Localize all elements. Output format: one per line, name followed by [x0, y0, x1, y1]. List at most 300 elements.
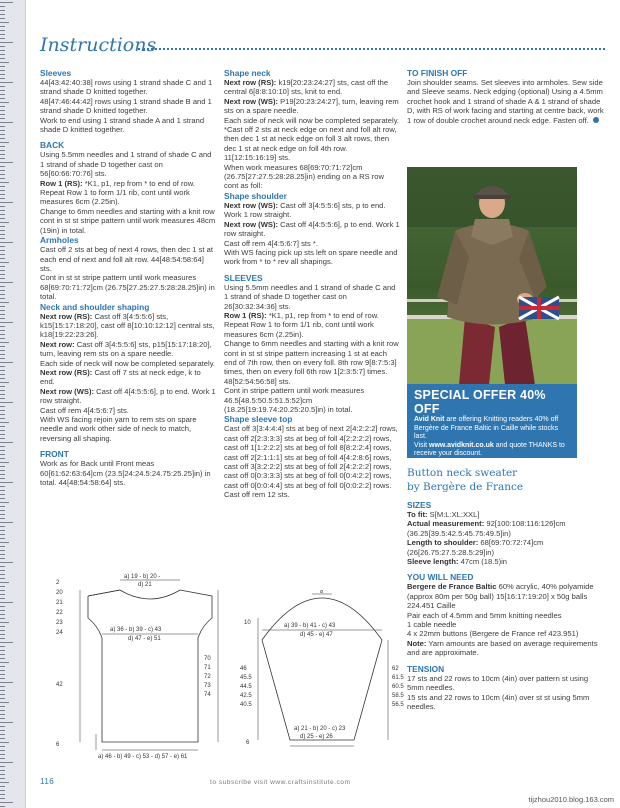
- offer-link[interactable]: www.avidknit.co.uk: [429, 441, 494, 449]
- paragraph: [407, 639, 607, 658]
- row-text: Cast off 3[4:5:5:6] sts, k15[15:17:18:20], cast off 8[10:10:12:12] central sts, k18[19:22:23:26].: [40, 311, 215, 340]
- ruler-tick: [0, 150, 5, 151]
- ruler-tick: [0, 738, 5, 739]
- ruler-tick: [0, 610, 5, 611]
- dim-label: a) 46 - b) 49 - c) 53 - d) 57 - e) 61: [98, 754, 188, 760]
- ruler-tick: [0, 790, 5, 791]
- dim-label: 60.5: [392, 684, 404, 690]
- paragraph: [40, 312, 216, 340]
- ruler-tick: [0, 766, 5, 767]
- dim-label: a) 39 - b) 41 - c) 43: [284, 623, 336, 629]
- sleeves-heading: SLEEVES: [224, 272, 263, 283]
- ruler-tick: [0, 702, 9, 703]
- ruler-tick: [0, 786, 5, 787]
- ruler-tick: [0, 758, 5, 759]
- ruler-tick: [0, 550, 5, 551]
- dim-label: 45.5: [240, 675, 252, 681]
- ruler-tick: [0, 650, 5, 651]
- dim-label: 74: [204, 692, 211, 698]
- row-label: Next row:: [40, 339, 75, 349]
- ruler-tick: [0, 74, 5, 75]
- dim-label: d) 25 - e) 26: [300, 734, 333, 740]
- paragraph: Cont in stripe pattern until work measures 46.5[48.5:50.5:51.5:52]cm (18.25[19:19.74:20.25:20.5]in) in total.: [224, 386, 365, 414]
- ruler-tick: [0, 26, 5, 27]
- row-text: k19[20:23:24:27] sts, cast off the central 6[8:8:10:10] sts, knit to end.: [224, 78, 389, 97]
- ruler-tick: [0, 506, 5, 507]
- row-text: *K1, p1, rep from * to end of row. Repeat Row 1 to form 1/1 rib, cont until work measures 6cm (2.25in).: [224, 310, 379, 339]
- dim-label: d) 45 - e) 47: [300, 632, 333, 638]
- finish-text: Join shoulder seams. Set sleeves into armholes. Sew side and Sleeve seams. Neck edging (optional) Using a 4.5mm crochet hook and 1 strand of shade A & 1 strand of shade D, with RS of work facing and starting at centre back, work 1 row of double crochet around neck edge. Fasten off.: [407, 78, 604, 125]
- offer-title: SPECIAL OFFER 40% OFF: [414, 388, 546, 416]
- ruler-tick: [0, 410, 5, 411]
- ruler-tick: [0, 606, 5, 607]
- ruler-tick: [0, 54, 5, 55]
- offer-brand: Avid Knit: [414, 416, 445, 423]
- paragraph: Repeat Row 1 to form 1/1 rib, cont until work measures 6cm (2.25in).: [40, 188, 190, 207]
- ruler-tick: [0, 474, 5, 475]
- ruler-tick: [0, 78, 5, 79]
- column-2: [224, 68, 400, 500]
- ruler-tick: [0, 734, 5, 735]
- ruler-tick: [0, 286, 5, 287]
- ruler-tick: [0, 298, 5, 299]
- paragraph: Work as for Back until Front meas 60[61:62:63:64]cm (23.5[24:24.5:24.75:25.25]in) in total. 44[48:54:58:64] sts.: [40, 459, 211, 488]
- ruler-tick: [0, 226, 5, 227]
- paragraph: Cast off rem 4[4:5:6:7] sts *.: [224, 238, 318, 248]
- ruler-tick: [0, 10, 5, 11]
- ruler-tick: [0, 58, 5, 59]
- ruler-tick: [0, 558, 5, 559]
- dotted-divider: [138, 48, 605, 50]
- paragraph: [40, 340, 216, 359]
- ruler-tick: [0, 234, 5, 235]
- ruler-tick: [0, 110, 5, 111]
- ruler-tick: [0, 50, 5, 51]
- paragraph: 48[47:46:44:42] rows using 1 strand shade B and 1 strand shade D knitted together.: [40, 96, 212, 116]
- neck-shoulder-heading: Neck and shoulder shaping: [40, 301, 150, 312]
- ruler-tick: [0, 522, 13, 523]
- ruler-tick: [0, 310, 5, 311]
- dim-label: 70: [204, 656, 211, 662]
- ruler-tick: [0, 122, 13, 123]
- ruler-tick: [0, 222, 9, 223]
- ruler-tick: [0, 138, 5, 139]
- paragraph: Each side of neck will now be completed separately.: [224, 115, 400, 125]
- dim-label: 56.5: [392, 702, 404, 708]
- ruler-tick: [0, 462, 9, 463]
- ruler-tick: [0, 198, 5, 199]
- ruler-tick: [0, 622, 9, 623]
- ruler-tick: [0, 754, 5, 755]
- paragraph: With WS facing pick up sts left on spare needle and work from * to * rev all shapings.: [224, 247, 398, 267]
- dim-label: 22: [56, 610, 63, 616]
- paragraph: [407, 557, 607, 566]
- ruler-tick: [0, 646, 5, 647]
- ruler-tick: [0, 642, 13, 643]
- ruler-tick: [0, 442, 13, 443]
- dim-label: 2: [56, 580, 60, 586]
- ruler-tick: [0, 450, 5, 451]
- dim-label: 6: [56, 742, 60, 748]
- dim-label: 24: [56, 630, 63, 636]
- paragraph: 17 sts and 22 rows to 10cm (4in) over pattern st using 5mm needles.: [407, 673, 589, 693]
- ruler-tick: [0, 62, 9, 63]
- ruler-tick: [0, 282, 13, 283]
- ruler-tick: [0, 682, 13, 683]
- model-photo-illustration: [407, 167, 577, 385]
- ruler-tick: [0, 66, 5, 67]
- ruler-tick: [0, 770, 5, 771]
- ruler-tick: [0, 354, 5, 355]
- front-heading: FRONT: [40, 449, 69, 460]
- model-photo: [407, 167, 577, 385]
- ruler-tick: [0, 750, 5, 751]
- ruler-tick: [0, 638, 5, 639]
- paragraph: [224, 220, 400, 239]
- ruler-tick: [0, 378, 5, 379]
- ruler-tick: [0, 742, 9, 743]
- ruler-tick: [0, 546, 5, 547]
- ruler-tick: [0, 14, 5, 15]
- ruler-tick: [0, 542, 9, 543]
- row-label: Next row (WS):: [224, 219, 278, 229]
- row-text: Cast off 4[4:5:5:6], p to end. Work 1 row straight.: [40, 386, 216, 406]
- value: Yarn amounts are based on average requirements and are approximate.: [407, 638, 598, 658]
- paragraph: *Cast off 2 sts at neck edge on next and foll alt row, then dec 1 st at neck edge on foll 3 alt rows, then dec 1 st at neck edge on foll 4th row. 11[12:15:16:19] sts.: [224, 125, 397, 163]
- dim-label: 44.5: [240, 684, 252, 690]
- paragraph: When work measures 68[69:70:71:72]cm (26.75[27:27.5:28:28.25]in) ending on a RS row cont as foll:: [224, 162, 385, 191]
- ruler-tick: [0, 246, 5, 247]
- ruler-tick: [0, 478, 5, 479]
- ruler-tick: [0, 714, 5, 715]
- label: To fit:: [407, 510, 428, 519]
- paragraph: 1 cable needle: [407, 620, 457, 630]
- row-text: P19[20:23:24:27], turn, leaving rem sts on a spare needle.: [224, 96, 399, 116]
- ruler-tick: [0, 502, 9, 503]
- ruler-tick: [0, 614, 5, 615]
- ruler-tick: [0, 662, 9, 663]
- ruler-tick: [0, 254, 5, 255]
- ruler-tick: [0, 358, 5, 359]
- paragraph: Change to 6mm needles and starting with a knit row cont in st st stripe pattern until work measures 48cm (19in) in total.: [40, 206, 216, 235]
- ruler-tick: [0, 670, 5, 671]
- ruler-tick: [0, 466, 5, 467]
- ruler-tick: [0, 390, 5, 391]
- paragraph: [407, 538, 607, 557]
- ruler-tick: [0, 162, 13, 163]
- dim-label: 6: [246, 740, 250, 746]
- column-1: [40, 68, 216, 487]
- ruler-tick: [0, 454, 5, 455]
- ruler-tick: [0, 554, 5, 555]
- ruler-tick: [0, 154, 5, 155]
- ruler-tick: [0, 266, 5, 267]
- ruler-tick: [0, 170, 5, 171]
- offer-text: and quote THANKS to receive your discount.: [414, 441, 565, 457]
- ruler-tick: [0, 42, 13, 43]
- finish-heading: TO FINISH OFF: [407, 68, 468, 78]
- ruler-tick: [0, 594, 5, 595]
- row-text: Cast off 3[4:5:5:6] sts, p to end. Work 1 row straight.: [224, 200, 386, 220]
- ruler-tick: [0, 762, 13, 763]
- label: Sleeve length:: [407, 557, 459, 567]
- dim-label: d) 21: [138, 582, 152, 588]
- ruler-tick: [0, 602, 13, 603]
- paragraph: 4 x 22mm buttons (Bergere de France ref 423.951): [407, 629, 579, 639]
- ruler-tick: [0, 94, 5, 95]
- ruler-tick: [0, 166, 5, 167]
- paragraph: [407, 510, 607, 519]
- ruler-tick: [0, 98, 5, 99]
- ruler-tick: [0, 566, 5, 567]
- ruler-tick: [0, 746, 5, 747]
- paragraph: Cast off 2 sts at beg of next 4 rows, then dec 1 st at each end of next and foll alt row. 44[48:54:58:64] sts.: [40, 245, 213, 273]
- ruler-tick: [0, 302, 9, 303]
- offer-text: are offering Knitting readers 40% off Bergère de France Baltic in Caille while stocks last.: [414, 416, 559, 440]
- ruler-tick: [0, 142, 9, 143]
- dim-label: 21: [56, 600, 63, 606]
- pattern-title: Button neck sweater: [407, 467, 518, 479]
- ruler-tick: [0, 486, 5, 487]
- paragraph: [407, 582, 607, 610]
- you-will-need-heading: YOU WILL NEED: [407, 572, 474, 583]
- ruler-tick: [0, 686, 5, 687]
- ruler-tick: [0, 102, 9, 103]
- body-schematic: [40, 568, 225, 763]
- ruler-tick: [0, 194, 5, 195]
- paragraph: Cast off rem 4[4:5:6:7] sts.: [40, 405, 129, 415]
- ruler-tick: [0, 178, 5, 179]
- ruler-tick: [0, 334, 5, 335]
- ruler-tick: [0, 698, 5, 699]
- ruler-tick: [0, 806, 5, 807]
- ruler-tick: [0, 318, 5, 319]
- ruler-tick: [0, 510, 5, 511]
- ruler-tick: [0, 2, 13, 3]
- paragraph: [407, 78, 607, 125]
- paragraph: [40, 368, 216, 387]
- ruler-tick: [0, 630, 5, 631]
- ruler-tick: [0, 262, 9, 263]
- paragraph: Cast off 3[3:4:4:4] sts at beg of next 2[4:2:2:2] rows, cast off 2[2:3:3:3] sts at beg of foll 4[2:2:2:2] rows, cast off 1[1:2:2:2] sts at beg of foll 8[8:2:2:4] rows, cast off 2[2:1:1:1] sts at beg of foll 4[4:2:8:6] rows, cast off 3[3:2:2:2] sts at beg of foll 2[4:2:2:2] rows, cast off 0[0:3:3:3] sts at beg of foll 0[0:4:2:2] rows, cast off 0[0:0:4:4] sts at beg of foll 0[0:0:2:2] rows. Cast off rem 12 sts.: [224, 424, 398, 500]
- pattern-designer: by Bergère de France: [407, 481, 524, 493]
- page-number: 116: [40, 777, 55, 786]
- subscribe-line[interactable]: to subscribe visit www.craftsinstitute.com: [210, 779, 351, 786]
- paragraph: Using 5.5mm needles and 1 strand of shade C and 1 strand of shade D together cast on 56[60:66:70:76] sts.: [40, 150, 212, 179]
- ruler-tick: [0, 774, 5, 775]
- ruler-tick: [0, 86, 5, 87]
- ruler-tick: [0, 130, 5, 131]
- ruler-tick: [0, 258, 5, 259]
- paragraph: [224, 78, 400, 97]
- ruler-tick: [0, 350, 5, 351]
- value: 47cm (18.5)in: [458, 557, 508, 567]
- ruler-tick: [0, 490, 5, 491]
- sleeves-heading: Sleeves: [40, 68, 72, 78]
- ruler-tick: [0, 370, 5, 371]
- end-bullet-icon: [593, 117, 599, 123]
- value: S[M:L:XL:XXL]: [427, 510, 480, 519]
- ruler-tick: [0, 342, 9, 343]
- offer-line: [414, 442, 570, 459]
- dim-label: a) 19 - b) 20 -: [124, 574, 161, 580]
- ruler-tick: [0, 562, 13, 563]
- ruler-tick: [0, 402, 13, 403]
- dim-label: 10: [244, 620, 251, 626]
- ruler-tick: [0, 518, 5, 519]
- ruler-tick: [0, 46, 5, 47]
- ruler-tick: [0, 782, 9, 783]
- ruler-tick: [0, 654, 5, 655]
- ruler-tick: [0, 82, 13, 83]
- ruler-tick: [0, 722, 13, 723]
- page-title: Instructions: [40, 34, 157, 56]
- ruler-tick: [0, 590, 5, 591]
- ruler-tick: [0, 186, 5, 187]
- dim-label: d) 47 - e) 51: [128, 636, 161, 642]
- ruler-tick: [0, 114, 5, 115]
- ruler-tick: [0, 314, 5, 315]
- special-offer-box: [407, 384, 577, 458]
- ruler-tick: [0, 598, 5, 599]
- ruler-tick: [0, 206, 5, 207]
- ruler-tick: [0, 90, 5, 91]
- column-3-lower: [407, 500, 607, 711]
- ruler-tick: [0, 498, 5, 499]
- ruler-tick: [0, 666, 5, 667]
- ruler-tick: [0, 278, 5, 279]
- shape-sleeve-top-heading: Shape sleeve top: [224, 414, 293, 425]
- ruler-tick: [0, 726, 5, 727]
- ruler-tick: [0, 434, 5, 435]
- ruler-tick: [0, 470, 5, 471]
- ruler-tick: [0, 414, 5, 415]
- ruler-tick: [0, 126, 5, 127]
- ruler-tick: [0, 526, 5, 527]
- paragraph: [40, 179, 216, 188]
- dim-label: 72: [204, 674, 211, 680]
- ruler-tick: [0, 710, 5, 711]
- row-label: Next row (RS):: [224, 78, 277, 87]
- ruler-tick: [0, 374, 5, 375]
- ruler-tick: [0, 418, 5, 419]
- dim-label: 42: [56, 682, 63, 688]
- row-label: Next row (RS):: [40, 367, 93, 377]
- pattern-title-block: [407, 466, 607, 494]
- shape-neck-heading: Shape neck: [224, 68, 271, 78]
- ruler-tick: [0, 406, 5, 407]
- ruler-tick: [0, 706, 5, 707]
- ruler-tick: [0, 22, 9, 23]
- dim-label: 62: [392, 666, 399, 672]
- ruler-tick: [0, 730, 5, 731]
- dim-label: a) 36 - b) 39 - c) 43: [110, 627, 162, 633]
- ruler-tick: [0, 294, 5, 295]
- ruler-tick: [0, 802, 13, 803]
- dim-label: 46: [240, 666, 247, 672]
- label: Note:: [407, 638, 427, 648]
- ruler-tick: [0, 586, 5, 587]
- ruler-tick: [0, 618, 5, 619]
- ruler-tick: [0, 306, 5, 307]
- ruler-tick: [0, 482, 13, 483]
- sleeve-schematic: [232, 590, 412, 760]
- ruler-tick: [0, 30, 5, 31]
- row-label: Next row (WS):: [40, 386, 94, 396]
- ruler-tick: [0, 422, 9, 423]
- ruler-tick: [0, 290, 5, 291]
- tension-heading: TENSION: [407, 663, 445, 674]
- dim-label: 8: [320, 590, 324, 595]
- row-label: Next row (WS):: [224, 200, 278, 210]
- paragraph: [407, 519, 607, 538]
- ruler-tick: [0, 146, 5, 147]
- dim-label: 40.5: [240, 702, 252, 708]
- ruler-tick: [0, 386, 5, 387]
- dim-label: 71: [204, 665, 211, 671]
- ruler-tick: [0, 530, 5, 531]
- ruler-tick: [0, 394, 5, 395]
- paragraph: Cont in st st stripe pattern until work measures 68[69:70:71:72]cm (26.75[27.25:27.5:28:28.25]in) in total.: [40, 273, 215, 302]
- ruler-tick: [0, 242, 13, 243]
- tape-measure: [0, 0, 26, 808]
- ruler-tick: [0, 38, 5, 39]
- ruler-tick: [0, 230, 5, 231]
- ruler-tick: [0, 458, 5, 459]
- back-heading: BACK: [40, 140, 65, 151]
- ruler-tick: [0, 174, 5, 175]
- ruler-tick: [0, 134, 5, 135]
- ruler-tick: [0, 366, 5, 367]
- dim-label: 20: [56, 590, 63, 596]
- value: 68[69:70:72:74]cm (26[26.75:27.5:28.5:29]in): [407, 538, 544, 557]
- ruler-tick: [0, 190, 5, 191]
- ruler-tick: [0, 238, 5, 239]
- section-header: [40, 34, 605, 56]
- row-text: *K1, p1, rep from * to end of row.: [82, 178, 195, 188]
- shape-shoulder-heading: Shape shoulder: [224, 190, 287, 201]
- ruler-tick: [0, 346, 5, 347]
- ruler-tick: [0, 326, 5, 327]
- ruler-tick: [0, 426, 5, 427]
- label: Actual measurement:: [407, 519, 485, 529]
- ruler-tick: [0, 694, 5, 695]
- dim-label: a) 21 - b) 20 - c) 23: [294, 726, 346, 732]
- ruler-tick: [0, 514, 5, 515]
- label: Length to shoulder:: [407, 538, 479, 548]
- paragraph: With WS facing rejoin yarn to rem sts on spare needle and work other side of neck to match, reversing all shaping.: [40, 415, 197, 443]
- column-3: [407, 68, 607, 125]
- row-label: Next row (RS):: [40, 311, 93, 321]
- offer-text: Visit: [414, 441, 430, 449]
- paragraph: Each side of neck will now be completed separately.: [40, 358, 216, 368]
- paragraph: Change to 6mm needles and starting with a knit row cont in st st stripe pattern increasing 1 st at each end of 7th row, then on every foll. 8th row 9[8:7:5:3] times, then on every foll 6th row 1[2:3:5:7] times. 48[52:54:56:58] sts.: [224, 339, 399, 386]
- row-text: Cast off 7 sts at neck edge, k to end.: [40, 367, 201, 387]
- dim-label: 23: [56, 620, 63, 626]
- ruler-tick: [0, 270, 5, 271]
- ruler-tick: [0, 658, 5, 659]
- paragraph: Work to end using 1 strand shade A and 1 strand shade D knitted together.: [40, 115, 205, 135]
- ruler-tick: [0, 778, 5, 779]
- ruler-tick: [0, 494, 5, 495]
- label: Bergere de France Baltic: [407, 582, 497, 592]
- ruler-tick: [0, 18, 5, 19]
- ruler-tick: [0, 34, 5, 35]
- value: 92[100:108:116:126]cm (36.25[39.5:42.5:45.75:49.5]in): [407, 519, 566, 538]
- paragraph: 15 sts and 22 rows to 10cm (4in) over st st using 5mm needles.: [407, 692, 590, 711]
- ruler-tick: [0, 106, 5, 107]
- offer-line: [414, 416, 570, 442]
